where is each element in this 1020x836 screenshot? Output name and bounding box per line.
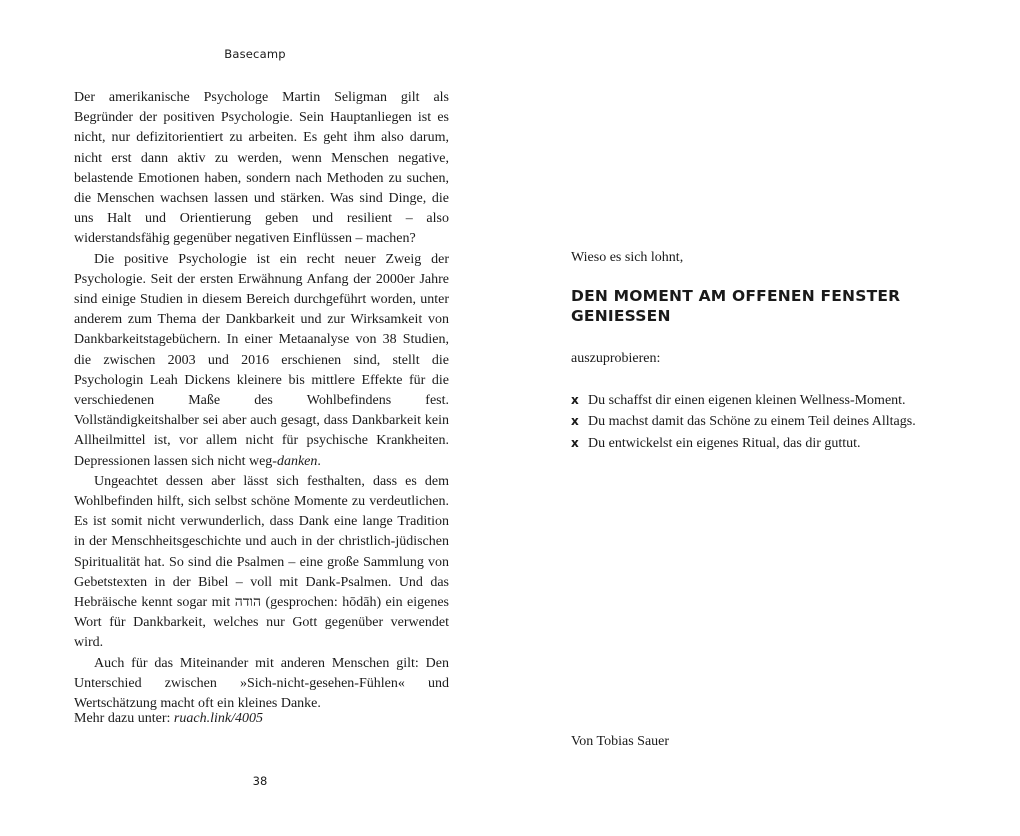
page-number: 38 <box>252 774 268 788</box>
paragraph: Auch für das Miteinander mit anderen Menschen gilt: Den Unterschied zwischen »Sich-nicht-gesehen-Fühlen« und Wertschätzung macht oft ein kleines Danke. <box>74 655 449 712</box>
x-mark-icon: x <box>571 393 579 407</box>
x-mark-icon: x <box>571 435 579 450</box>
benefits-list <box>571 390 916 454</box>
paragraph-text: Die positive Psychologie ist ein recht neuer Zweig der Psychologie. Seit der ersten Erwähnung Anfang der 2000er Jahre sind einige Studien in diesem Bereich durchgeführt worden, unter anderem zum Thema der Dankbarkeit und zur Wirksamkeit von Dankbarkeitstagebüchern. In einer Metaanalyse von 38 Studien, die zwischen 2003 und 2016 erschienen sind, stellt die Psychologin Leah Dickens kleinere bis mittlere Effekte für die verschiedenen Maße des Wohlbefindens fest. Vollständigkeitshalber sei aber auch gesagt, dass Dankbarkeit kein Allheilmittel ist, vor allem nicht für psychische Krankheiten. Depressionen lassen sich nicht weg- <box>74 251 449 469</box>
more-link[interactable]: ruach.link/4005 <box>173 711 263 726</box>
paragraph: Ungeachtet dessen aber lässt sich festhalten, dass es dem Wohlbefinden hilft, sich selbst schöne Momente zu verdeutlichen. Es ist somit nicht verwunderlich, dass Dank eine lange Tradition in der Menschheitsgeschichte und auch in der christlich-jüdischen Spiritualität hat. So sind die Psalmen – eine große Sammlung von Gebetstexten in der Bibel – voll mit Dank-Psalmen. Und das Hebräische kennt sogar mit הודה (gesprochen: hōdāh) ein eigenes Wort für Dankbarkeit, welches nur Gott gegenüber verwendet wird. <box>74 473 449 651</box>
list-item-text: Du entwickelst ein eigenes Ritual, das dir guttut. <box>588 435 861 451</box>
paragraph <box>74 250 449 472</box>
list-item-text: Du schaffst dir einen eigenen kleinen Wellness-Moment. <box>588 393 906 408</box>
running-header: Basecamp <box>224 47 286 61</box>
x-mark-icon: x <box>571 414 579 429</box>
list-item <box>571 411 916 432</box>
subtitle-text: auszuprobieren: <box>571 351 661 366</box>
author-line: Von Tobias Sauer <box>571 734 670 749</box>
more-label: Mehr dazu unter: <box>74 711 174 726</box>
list-item <box>571 433 916 454</box>
period: . <box>317 453 321 469</box>
list-item <box>571 390 916 411</box>
paragraph: Der amerikanische Psychologe Martin Seligman gilt als Begründer der positiven Psychologie. Sein Hauptanliegen ist es nicht, nur defizitorientiert zu arbeiten. Es geht ihm also darum, nicht erst dann aktiv zu werden, wenn Menschen negative, belastende Emotionen haben, sondern nach Methoden zu suchen, die Menschen wachsen lassen und stärken. Was sind Dinge, die uns Halt und Orientierung geben und resilient – also widerstandsfähig gegenüber negativen Einflüssen – machen? <box>74 90 449 247</box>
section-title: DEN MOMENT AM OFFENEN FENSTER GENIESSEN <box>571 287 901 325</box>
more-info-line <box>74 711 263 727</box>
body-text <box>74 88 449 714</box>
italic-word: danken <box>276 453 318 469</box>
right-page <box>510 0 1020 836</box>
intro-text: Wieso es sich lohnt, <box>571 250 684 265</box>
list-item-text: Du machst damit das Schöne zu einem Teil deines Alltags. <box>588 414 916 430</box>
